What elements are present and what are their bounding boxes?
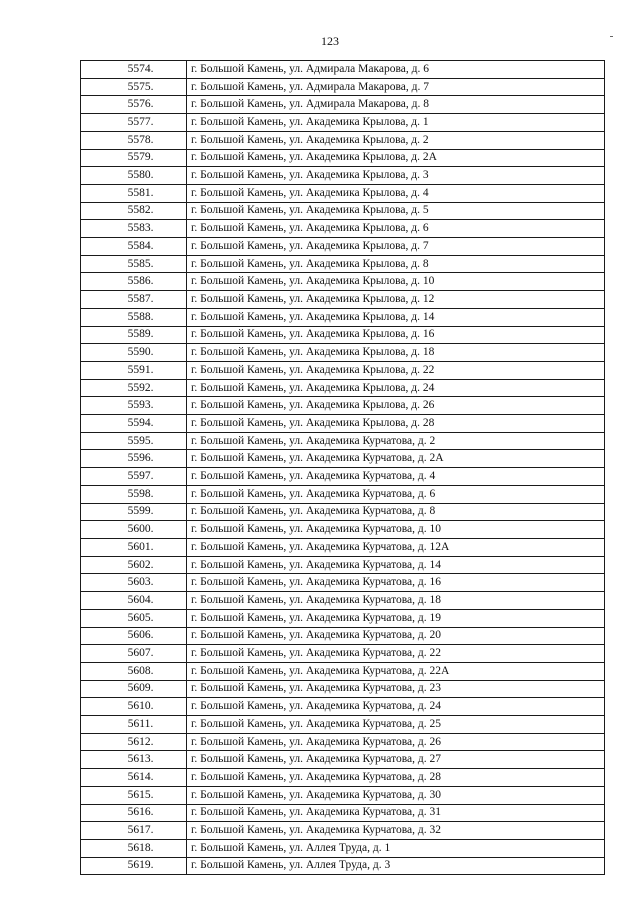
table-row <box>81 114 605 132</box>
row-number: 5586. <box>81 273 187 291</box>
row-address: г. Большой Камень, ул. Академика Курчатова, д. 18 <box>187 592 605 610</box>
row-number: 5581. <box>81 184 187 202</box>
table-row <box>81 538 605 556</box>
table-row <box>81 521 605 539</box>
row-address: г. Большой Камень, ул. Аллея Труда, д. 3 <box>187 857 605 875</box>
row-number: 5599. <box>81 503 187 521</box>
row-number: 5618. <box>81 839 187 857</box>
address-table-body <box>81 61 605 875</box>
row-number: 5610. <box>81 698 187 716</box>
row-number: 5619. <box>81 857 187 875</box>
table-row <box>81 592 605 610</box>
table-row <box>81 273 605 291</box>
row-address: г. Большой Камень, ул. Адмирала Макарова, д. 6 <box>187 61 605 79</box>
row-number: 5580. <box>81 167 187 185</box>
row-number: 5604. <box>81 592 187 610</box>
row-number: 5617. <box>81 822 187 840</box>
table-row <box>81 308 605 326</box>
row-number: 5613. <box>81 751 187 769</box>
row-address: г. Большой Камень, ул. Академика Курчатова, д. 22А <box>187 662 605 680</box>
table-row <box>81 733 605 751</box>
row-address: г. Большой Камень, ул. Адмирала Макарова, д. 7 <box>187 78 605 96</box>
row-number: 5588. <box>81 308 187 326</box>
row-address: г. Большой Камень, ул. Академика Крылова, д. 4 <box>187 184 605 202</box>
table-row <box>81 857 605 875</box>
table-row <box>81 220 605 238</box>
row-address: г. Большой Камень, ул. Академика Крылова, д. 24 <box>187 379 605 397</box>
row-address: г. Большой Камень, ул. Академика Крылова, д. 3 <box>187 167 605 185</box>
row-number: 5611. <box>81 716 187 734</box>
table-row <box>81 822 605 840</box>
row-number: 5596. <box>81 450 187 468</box>
row-address: г. Большой Камень, ул. Академика Крылова, д. 14 <box>187 308 605 326</box>
row-number: 5574. <box>81 61 187 79</box>
row-number: 5605. <box>81 609 187 627</box>
table-row <box>81 78 605 96</box>
row-address: г. Большой Камень, ул. Академика Курчатова, д. 14 <box>187 556 605 574</box>
row-number: 5578. <box>81 131 187 149</box>
table-row <box>81 839 605 857</box>
row-address: г. Большой Камень, ул. Академика Курчатова, д. 20 <box>187 627 605 645</box>
table-row <box>81 680 605 698</box>
row-number: 5597. <box>81 468 187 486</box>
row-number: 5589. <box>81 326 187 344</box>
row-number: 5579. <box>81 149 187 167</box>
table-row <box>81 255 605 273</box>
row-number: 5598. <box>81 485 187 503</box>
row-address: г. Большой Камень, ул. Академика Курчатова, д. 25 <box>187 716 605 734</box>
table-row <box>81 397 605 415</box>
table-row <box>81 662 605 680</box>
row-address: г. Большой Камень, ул. Академика Курчатова, д. 10 <box>187 521 605 539</box>
row-number: 5575. <box>81 78 187 96</box>
table-row <box>81 379 605 397</box>
row-address: г. Большой Камень, ул. Академика Курчатова, д. 26 <box>187 733 605 751</box>
row-address: г. Большой Камень, ул. Академика Курчатова, д. 23 <box>187 680 605 698</box>
row-number: 5591. <box>81 361 187 379</box>
row-address: г. Большой Камень, ул. Академика Курчатова, д. 2А <box>187 450 605 468</box>
page-number: 123 <box>321 34 339 48</box>
table-row <box>81 238 605 256</box>
row-number: 5600. <box>81 521 187 539</box>
table-row <box>81 574 605 592</box>
row-address: г. Большой Камень, ул. Академика Крылова, д. 18 <box>187 344 605 362</box>
row-address: г. Большой Камень, ул. Академика Курчатова, д. 4 <box>187 468 605 486</box>
row-address: г. Большой Камень, ул. Академика Курчатова, д. 12А <box>187 538 605 556</box>
row-address: г. Большой Камень, ул. Академика Курчатова, д. 31 <box>187 804 605 822</box>
row-number: 5595. <box>81 432 187 450</box>
table-row <box>81 344 605 362</box>
table-row <box>81 202 605 220</box>
table-row <box>81 769 605 787</box>
address-table <box>80 60 605 875</box>
row-number: 5614. <box>81 769 187 787</box>
table-row <box>81 432 605 450</box>
row-number: 5594. <box>81 415 187 433</box>
table-row <box>81 361 605 379</box>
row-address: г. Большой Камень, ул. Академика Курчатова, д. 8 <box>187 503 605 521</box>
row-number: 5606. <box>81 627 187 645</box>
row-number: 5616. <box>81 804 187 822</box>
table-row <box>81 415 605 433</box>
row-number: 5576. <box>81 96 187 114</box>
row-address: г. Большой Камень, ул. Академика Курчатова, д. 6 <box>187 485 605 503</box>
row-number: 5587. <box>81 291 187 309</box>
row-number: 5607. <box>81 645 187 663</box>
table-row <box>81 751 605 769</box>
row-address: г. Большой Камень, ул. Академика Крылова, д. 8 <box>187 255 605 273</box>
row-number: 5602. <box>81 556 187 574</box>
table-row <box>81 609 605 627</box>
table-row <box>81 786 605 804</box>
row-number: 5590. <box>81 344 187 362</box>
row-address: г. Большой Камень, ул. Академика Курчатова, д. 30 <box>187 786 605 804</box>
row-number: 5592. <box>81 379 187 397</box>
table-row <box>81 485 605 503</box>
table-row <box>81 326 605 344</box>
row-address: г. Большой Камень, ул. Адмирала Макарова, д. 8 <box>187 96 605 114</box>
table-row <box>81 96 605 114</box>
table-row <box>81 556 605 574</box>
row-address: г. Большой Камень, ул. Академика Крылова, д. 28 <box>187 415 605 433</box>
row-number: 5612. <box>81 733 187 751</box>
table-row <box>81 698 605 716</box>
table-row <box>81 804 605 822</box>
row-address: г. Большой Камень, ул. Академика Курчатова, д. 27 <box>187 751 605 769</box>
row-number: 5608. <box>81 662 187 680</box>
scan-mark <box>610 36 613 37</box>
table-row <box>81 61 605 79</box>
table-row <box>81 291 605 309</box>
row-number: 5593. <box>81 397 187 415</box>
row-number: 5601. <box>81 538 187 556</box>
table-row <box>81 716 605 734</box>
row-address: г. Большой Камень, ул. Академика Курчатова, д. 2 <box>187 432 605 450</box>
row-address: г. Большой Камень, ул. Академика Курчатова, д. 32 <box>187 822 605 840</box>
row-number: 5584. <box>81 238 187 256</box>
table-row <box>81 167 605 185</box>
table-row <box>81 645 605 663</box>
row-address: г. Большой Камень, ул. Академика Крылова, д. 16 <box>187 326 605 344</box>
table-row <box>81 184 605 202</box>
row-address: г. Большой Камень, ул. Академика Курчатова, д. 19 <box>187 609 605 627</box>
row-address: г. Большой Камень, ул. Академика Крылова, д. 2А <box>187 149 605 167</box>
row-address: г. Большой Камень, ул. Академика Курчатова, д. 22 <box>187 645 605 663</box>
row-address: г. Большой Камень, ул. Академика Крылова, д. 6 <box>187 220 605 238</box>
table-row <box>81 131 605 149</box>
row-address: г. Большой Камень, ул. Академика Курчатова, д. 16 <box>187 574 605 592</box>
row-address: г. Большой Камень, ул. Академика Курчатова, д. 28 <box>187 769 605 787</box>
row-address: г. Большой Камень, ул. Академика Крылова, д. 22 <box>187 361 605 379</box>
row-number: 5609. <box>81 680 187 698</box>
table-row <box>81 627 605 645</box>
row-address: г. Большой Камень, ул. Академика Крылова, д. 5 <box>187 202 605 220</box>
row-address: г. Большой Камень, ул. Академика Крылова, д. 12 <box>187 291 605 309</box>
row-address: г. Большой Камень, ул. Академика Крылова, д. 26 <box>187 397 605 415</box>
row-number: 5583. <box>81 220 187 238</box>
table-row <box>81 450 605 468</box>
row-address: г. Большой Камень, ул. Аллея Труда, д. 1 <box>187 839 605 857</box>
row-number: 5582. <box>81 202 187 220</box>
row-address: г. Большой Камень, ул. Академика Крылова, д. 1 <box>187 114 605 132</box>
row-number: 5585. <box>81 255 187 273</box>
row-address: г. Большой Камень, ул. Академика Крылова, д. 10 <box>187 273 605 291</box>
table-row <box>81 503 605 521</box>
row-number: 5577. <box>81 114 187 132</box>
row-address: г. Большой Камень, ул. Академика Крылова, д. 7 <box>187 238 605 256</box>
table-row <box>81 149 605 167</box>
row-number: 5603. <box>81 574 187 592</box>
row-number: 5615. <box>81 786 187 804</box>
table-row <box>81 468 605 486</box>
row-address: г. Большой Камень, ул. Академика Курчатова, д. 24 <box>187 698 605 716</box>
row-address: г. Большой Камень, ул. Академика Крылова, д. 2 <box>187 131 605 149</box>
